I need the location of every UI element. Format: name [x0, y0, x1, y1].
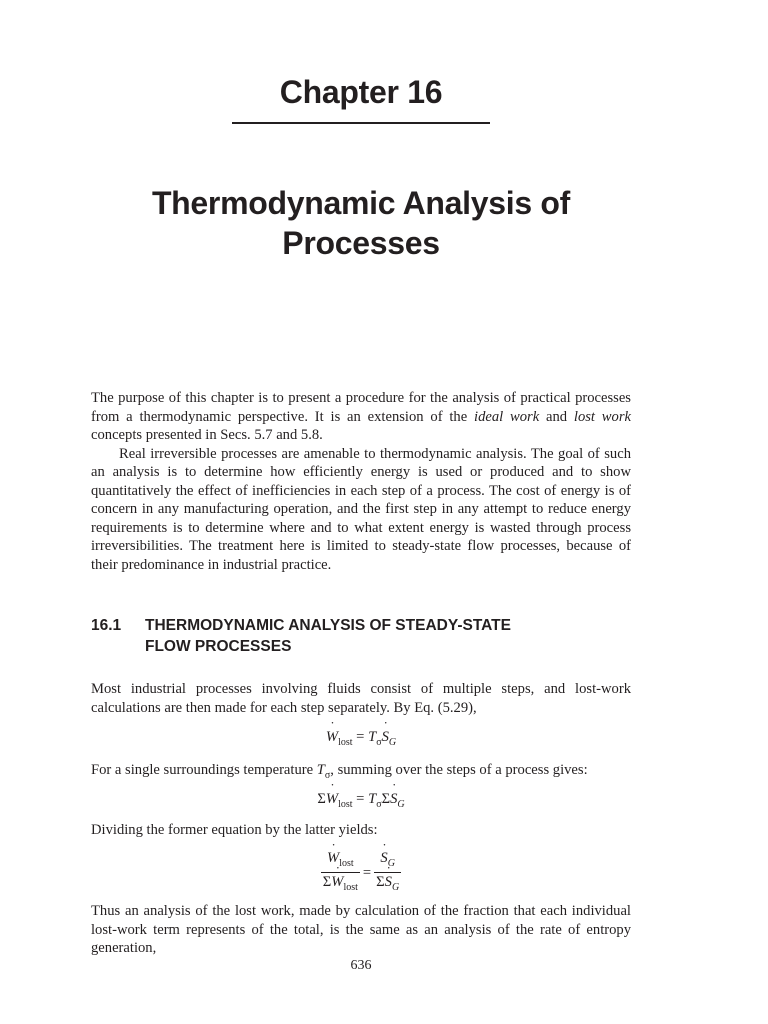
s-dot: ˙ S [385, 873, 392, 891]
equation-ratio [91, 850, 631, 897]
body-paragraph-4: Thus an analysis of the lost work, made by calculation of the fraction that each individual lost-work term represents of the total, is the same as an analysis of the rate of entropy generation, [91, 903, 631, 956]
t-symbol-inline: T [316, 762, 325, 778]
w-dot: ˙ W [326, 791, 338, 808]
fraction-lost-work [321, 850, 360, 897]
sub-sigma: σ [376, 736, 382, 748]
section-title [145, 615, 511, 657]
chapter-title-line1: Thermodynamic Analysis of [151, 185, 571, 221]
w-dot: ˙ W [326, 729, 338, 746]
chapter-title [0, 183, 722, 263]
equals-sign: = [362, 864, 372, 881]
section-title-line1: THERMODYNAMIC ANALYSIS OF STEADY-STATE [145, 617, 511, 634]
body-p2-part-a: For a single surroundings temperature [91, 762, 317, 778]
sub-g: G [397, 798, 405, 810]
s-dot: ˙ S [382, 729, 389, 746]
ideal-work-term: ideal work [474, 408, 540, 425]
section-title-line2: FLOW PROCESSES [145, 638, 292, 655]
equals-sign: = [356, 729, 365, 745]
body-paragraph-1: Most industrial processes involving fluids consist of multiple steps, and lost-work calculations are then made for each step separately. By Eq. (5.29), [91, 681, 631, 716]
sub-lost: lost [338, 798, 353, 810]
sigma-sum: Σ [381, 791, 391, 807]
chapter-rule [232, 122, 490, 124]
intro-paragraph-1 [91, 389, 631, 445]
sub-lost: lost [339, 857, 354, 869]
intro-p1-part-c: concepts presented in Secs. 5.7 and 5.8. [91, 427, 323, 443]
body-paragraph-2 [91, 761, 631, 785]
intro-p1-part-a: The purpose of this chapter is to present a procedure for the analysis of practical processes from a thermodynamic perspective. It is an extension of the [91, 390, 631, 425]
equation-lost-work [91, 729, 631, 748]
chapter-label: Chapter 16 [279, 74, 443, 110]
section-number: 16.1 [91, 617, 122, 634]
equation-sum-lost-work [91, 791, 631, 810]
equals-sign: = [356, 791, 365, 807]
sigma-sum: Σ [376, 873, 385, 890]
page-number: 636 [350, 958, 372, 973]
fraction-entropy [374, 850, 401, 897]
intro-paragraph-2: Real irreversible processes are amenable to thermodynamic analysis. The goal of such an analysis is to determine how efficiently energy is used or produced and to show quantitatively the effect of inefficiencies in each step of a process. The cost of energy is of concern in any manufacturing operation, and the first step in any attempt to reduce energy requirements is to determine where and to what extent energy is wasted through process irreversibilities. The treatment here is limited to steady-state flow processes, because of their predominance in industrial practice. [91, 445, 631, 573]
sub-g: G [391, 881, 400, 893]
sub-sigma-inline: σ [324, 769, 331, 781]
sigma-sum: Σ [317, 791, 326, 807]
t-symbol: T [368, 791, 377, 807]
body-p2-part-b: , summing over the steps of a process gives: [330, 762, 588, 778]
w-dot: ˙ W [327, 850, 339, 867]
t-symbol: T [368, 729, 377, 745]
sub-lost: lost [338, 736, 353, 748]
lost-work-term: lost work [573, 408, 631, 425]
sigma-sum: Σ [322, 873, 332, 890]
sub-g: G [387, 857, 395, 869]
chapter-title-line2: Processes [282, 225, 440, 261]
sub-g: G [388, 736, 397, 748]
intro-p1-part-b: and [539, 408, 574, 425]
intro-text [91, 389, 631, 574]
s-dot: ˙ S [390, 791, 397, 808]
s-dot: ˙ S [380, 850, 387, 867]
body-paragraph-3: Dividing the former equation by the latter yields: [91, 822, 378, 838]
w-dot: ˙ W [331, 873, 343, 891]
sub-lost: lost [343, 881, 358, 893]
sub-sigma: σ [376, 798, 382, 810]
